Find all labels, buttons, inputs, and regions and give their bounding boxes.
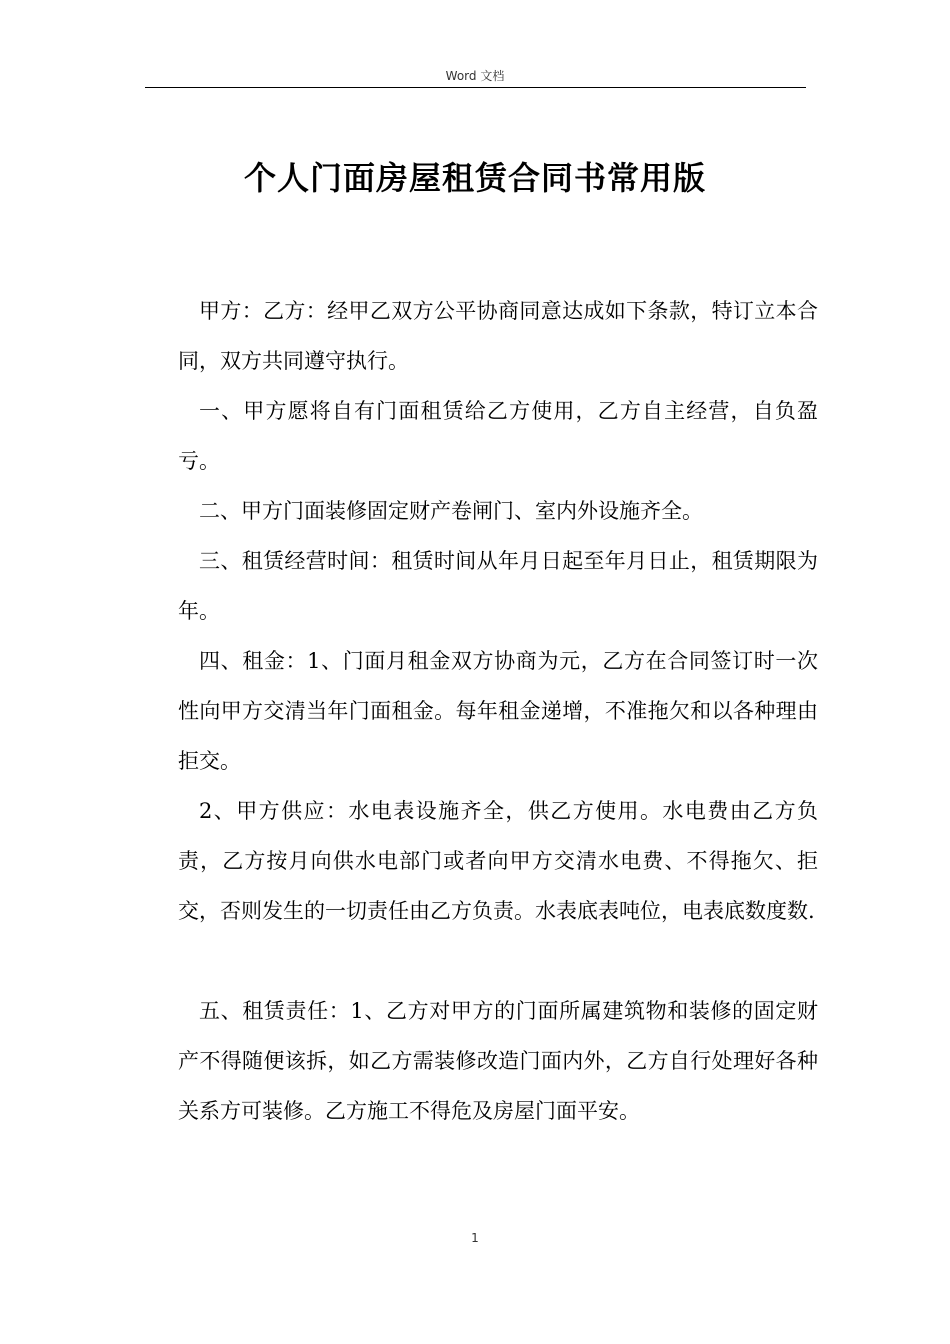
paragraph: 五、租赁责任：1、乙方对甲方的门面所属建筑物和装修的固定财产不得随便该拆，如乙方需装修改造门面内外，乙方自行处理好各种关系方可装修。乙方施工不得危及房屋门面平安。 [178, 999, 818, 1123]
document-title: 个人门面房屋租赁合同书常用版 [243, 159, 706, 197]
paragraph: 三、租赁经营时间：租赁时间从年月日起至年月日止，租赁期限为年。 [178, 549, 818, 623]
paragraph: 四、租金：1、门面月租金双方协商为元，乙方在合同签订时一次性向甲方交清当年门面租金。每年租金递增，不准拖欠和以各种理由拒交。 [178, 649, 818, 773]
page-number: 1 [471, 1231, 479, 1245]
header-label: Word 文档 [445, 69, 505, 83]
paragraph: 甲方：乙方：经甲乙双方公平协商同意达成如下条款，特订立本合同，双方共同遵守执行。 [178, 299, 818, 373]
header-divider [145, 87, 806, 88]
document-body [178, 286, 818, 1136]
paragraph: 二、甲方门面装修固定财产卷闸门、室内外设施齐全。 [199, 499, 703, 523]
paragraph: 一、甲方愿将自有门面租赁给乙方使用，乙方自主经营，自负盈亏。 [178, 399, 818, 473]
paragraph: 2、甲方供应：水电表设施齐全，供乙方使用。水电费由乙方负责，乙方按月向供水电部门或者向甲方交清水电费、不得拖欠、拒交，否则发生的一切责任由乙方负责。水表底表吨位，电表底数度数. [178, 799, 818, 923]
